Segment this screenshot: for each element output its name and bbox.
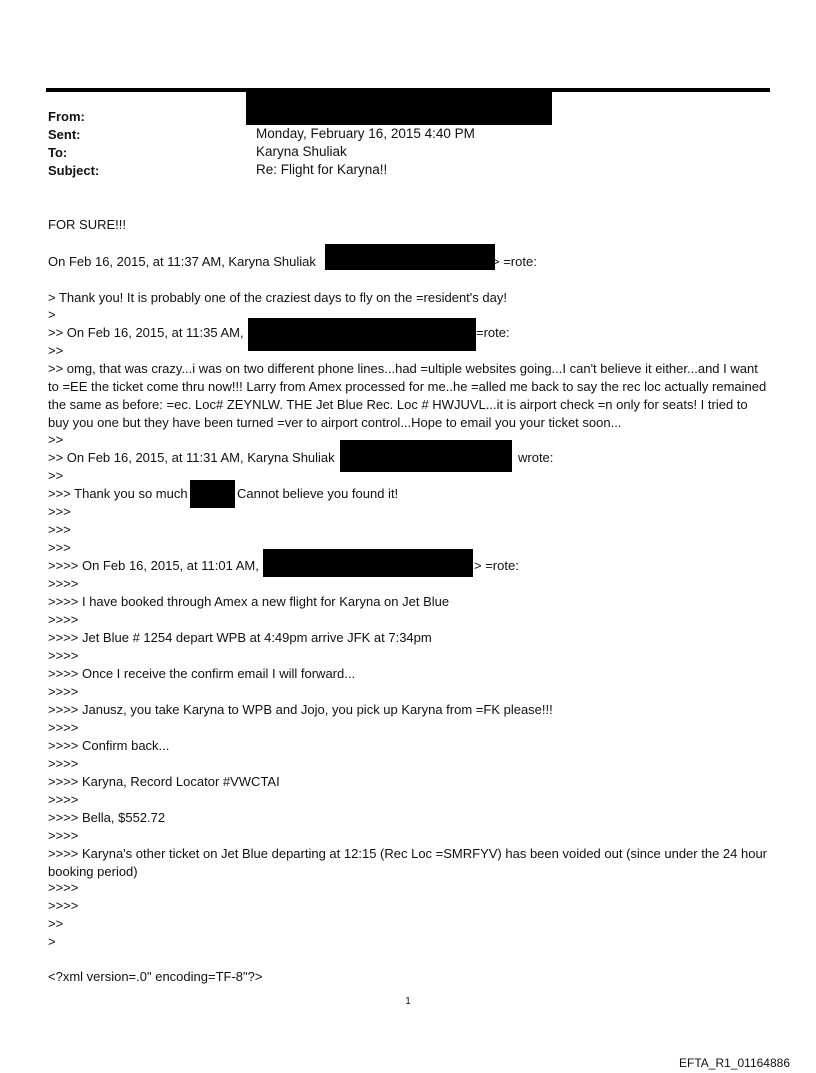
sent-label: Sent: bbox=[48, 127, 81, 142]
quote-4-line: >>>> bbox=[48, 792, 79, 807]
quote-4-line: >>>> bbox=[48, 756, 79, 771]
quote-2-line-1: >> bbox=[48, 343, 64, 358]
redaction-email-1 bbox=[325, 244, 495, 270]
tail-line: >> bbox=[48, 916, 64, 931]
quote-4-line: >>>> bbox=[48, 612, 79, 627]
attribution-1-text: On Feb 16, 2015, at 11:37 AM, Karyna Shuliak bbox=[48, 254, 316, 269]
sent-value: Monday, February 16, 2015 4:40 PM bbox=[256, 126, 475, 141]
xml-line: <?xml version=.0" encoding=TF-8"?> bbox=[48, 969, 263, 984]
quote-3-line-3: >>> bbox=[48, 522, 71, 537]
to-value: Karyna Shuliak bbox=[256, 144, 347, 159]
opening-line: FOR SURE!!! bbox=[48, 217, 127, 232]
attribution-4: >>>> On Feb 16, 2015, at 11:01 AM, bbox=[48, 558, 259, 573]
quote-4-line: >>>> Confirm back... bbox=[48, 738, 170, 753]
attribution-2: >> On Feb 16, 2015, at 11:35 AM, bbox=[48, 325, 244, 340]
quote-4-line: >>>> bbox=[48, 720, 79, 735]
to-label: To: bbox=[48, 145, 68, 160]
subject-label: Subject: bbox=[48, 163, 100, 178]
quote-4-line: >>>> bbox=[48, 828, 79, 843]
quote-4-line: >>>> Janusz, you take Karyna to WPB and Jojo, you pick up Karyna from =FK please!!! bbox=[48, 702, 553, 717]
attribution-3-suffix: wrote: bbox=[518, 450, 554, 465]
redaction-from bbox=[246, 92, 552, 125]
redaction-email-4 bbox=[263, 549, 473, 577]
quote-4-line: >>>> Once I receive the confirm email I will forward... bbox=[48, 666, 356, 681]
document-id: EFTA_R1_01164886 bbox=[679, 1056, 790, 1070]
subject-value: Re: Flight for Karyna!! bbox=[256, 162, 388, 177]
quote-4-line: >>>> bbox=[48, 576, 79, 591]
quote-3-line-4: >>> bbox=[48, 540, 71, 555]
redaction-email-3 bbox=[340, 440, 512, 472]
quote-4-line: >>>> Jet Blue # 1254 depart WPB at 4:49pm arrive JFK at 7:34pm bbox=[48, 630, 432, 645]
quote-4-line: >>>> I have booked through Amex a new flight for Karyna on Jet Blue bbox=[48, 594, 450, 609]
attribution-1-suffix: > =rote: bbox=[492, 254, 537, 269]
quote-4-line: >>>> bbox=[48, 684, 79, 699]
from-label: From: bbox=[48, 109, 85, 124]
redaction-name bbox=[190, 480, 235, 508]
quote-4-line: >>>> bbox=[48, 648, 79, 663]
attribution-4-suffix: > =rote: bbox=[474, 558, 519, 573]
page-number: 1 bbox=[405, 996, 411, 1007]
tail-line: > bbox=[48, 934, 56, 949]
redaction-email-2 bbox=[248, 318, 476, 351]
tail-line: >>>> bbox=[48, 898, 79, 913]
quote-3-line-1: >> bbox=[48, 468, 64, 483]
attribution-2-suffix: =rote: bbox=[476, 325, 510, 340]
attribution-1 bbox=[48, 254, 316, 270]
quote-1-line-1: > Thank you! It is probably one of the craziest days to fly on the =resident's day! bbox=[48, 290, 507, 305]
quote-2-line-3: >> bbox=[48, 432, 64, 447]
quote-1-line-2: > bbox=[48, 307, 56, 322]
quote-3-thanks: >>> Thank you so much bbox=[48, 486, 188, 501]
quote-3-line-2: >>> bbox=[48, 504, 71, 519]
attribution-3: >> On Feb 16, 2015, at 11:31 AM, Karyna Shuliak bbox=[48, 450, 335, 465]
quote-4-line: >>>> Bella, $552.72 bbox=[48, 810, 166, 825]
tail-line: >>>> bbox=[48, 880, 79, 895]
quote-4-last-paragraph: >>>> Karyna's other ticket on Jet Blue departing at 12:15 (Rec Loc =SMRFYV) has been voided out (since under the 24 hour booking period) bbox=[48, 846, 767, 879]
quote-4-line: >>>> Karyna, Record Locator #VWCTAI bbox=[48, 774, 280, 789]
quote-2-paragraph: >> omg, that was crazy...i was on two different phone lines...had =ultiple websites going...I can't believe it either...and I want to =EE the ticket come thru now!!! Larry from Amex processed for me..he =alled me back to say the rec loc actually remained the same as before: =ec. Loc# ZEYNLW. THE Jet Blue Rec. Loc # HWJUVL...it is airport check =n only for seats! I tried to buy you one but they have been turned =ver to airport control...Hope to email you your ticket soon... bbox=[48, 361, 767, 430]
quote-3-thanks-suffix: Cannot believe you found it! bbox=[237, 486, 399, 501]
